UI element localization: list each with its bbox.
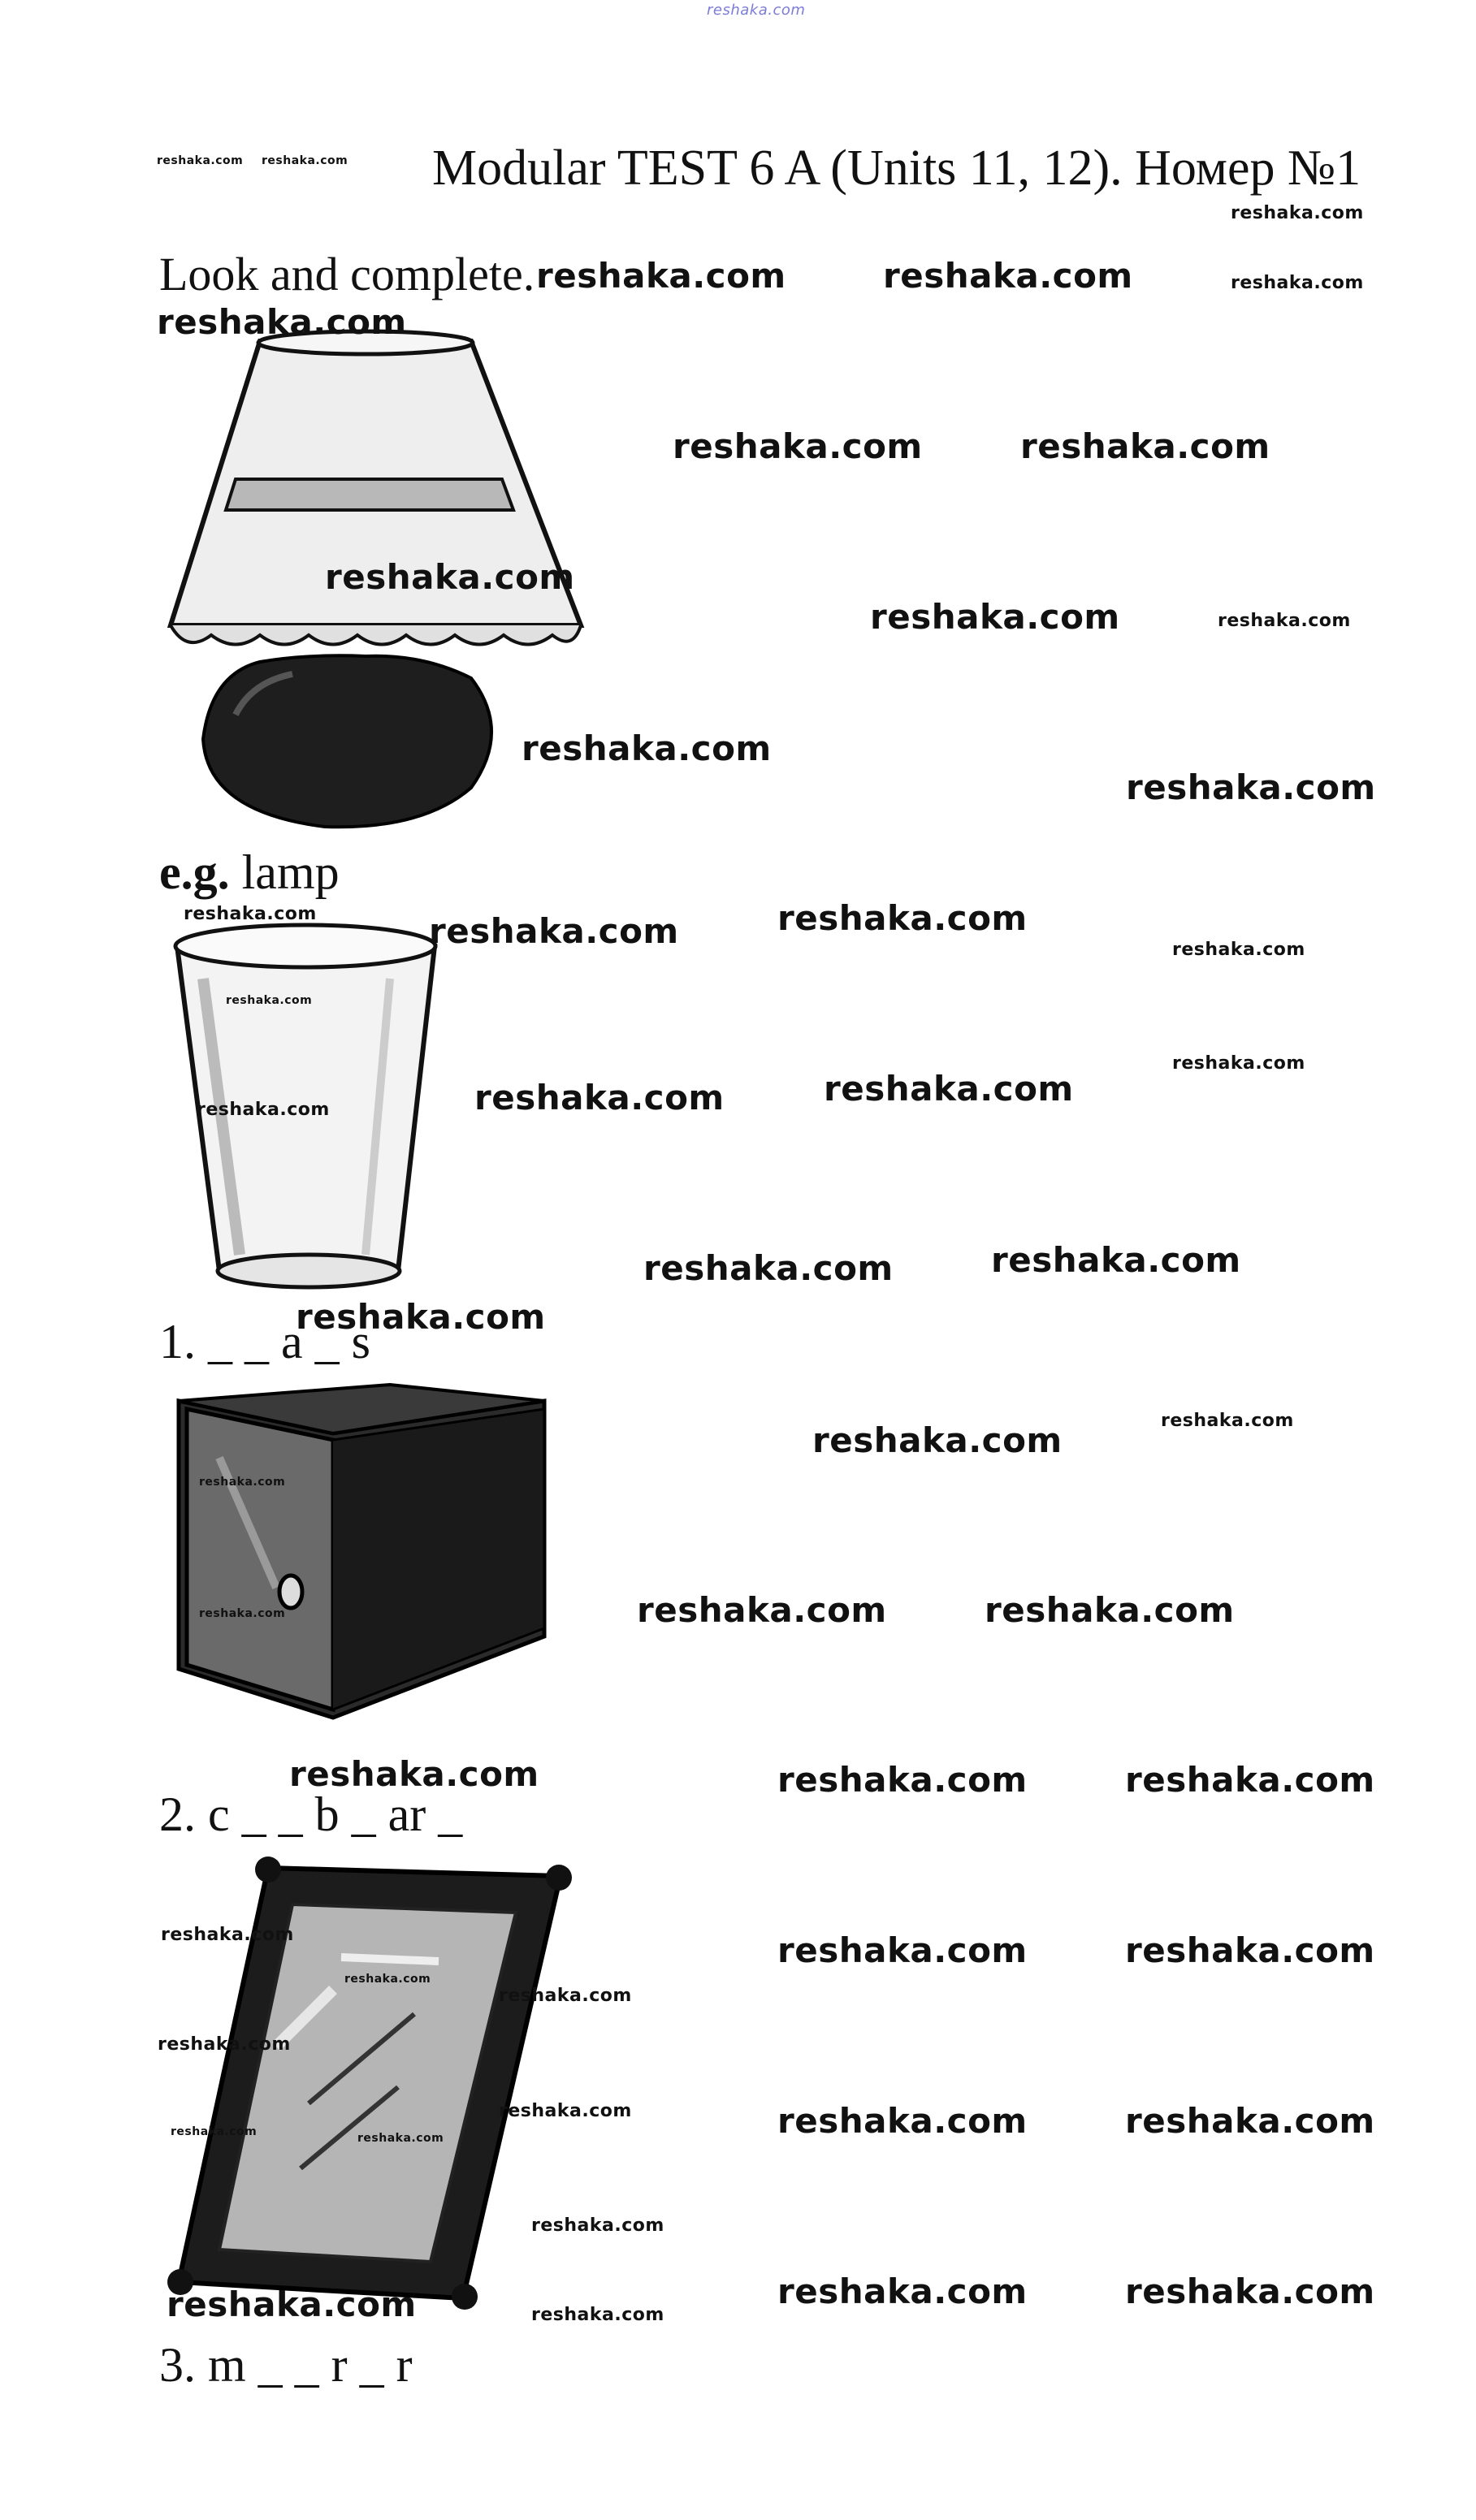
watermark: reshaka.com xyxy=(1126,767,1376,807)
watermark: reshaka.com xyxy=(531,2215,664,2236)
watermark: reshaka.com xyxy=(199,1607,286,1620)
watermark: reshaka.com xyxy=(777,2101,1028,2141)
instruction-text: Look and complete. xyxy=(159,248,535,300)
watermark: reshaka.com xyxy=(522,728,772,768)
watermark: reshaka.com xyxy=(474,1078,725,1117)
watermark: reshaka.com xyxy=(296,1297,546,1337)
watermark: reshaka.com xyxy=(1125,2271,1375,2311)
watermark: reshaka.com xyxy=(184,904,317,924)
watermark: reshaka.com xyxy=(1231,203,1364,223)
item-label-1: 1. _ _ a _ s xyxy=(159,1315,370,1368)
watermark: reshaka.com xyxy=(1125,1930,1375,1970)
watermark: reshaka.com xyxy=(643,1248,894,1288)
watermark: reshaka.com xyxy=(158,2034,291,2055)
item-label-2: 2. c _ _ b _ ar _ xyxy=(159,1787,463,1841)
watermark: reshaka.com xyxy=(161,1925,294,1945)
watermark: reshaka.com xyxy=(499,1986,632,2006)
watermark: reshaka.com xyxy=(289,1754,539,1794)
watermark: reshaka.com xyxy=(883,256,1133,296)
watermark: reshaka.com xyxy=(1172,940,1305,960)
watermark: reshaka.com xyxy=(157,302,407,342)
watermark: reshaka.com xyxy=(673,426,923,466)
watermark: reshaka.com xyxy=(777,1760,1028,1800)
watermark: reshaka.com xyxy=(262,154,348,167)
watermark: reshaka.com xyxy=(197,1100,330,1120)
watermark: reshaka.com xyxy=(157,154,244,167)
watermark: reshaka.com xyxy=(824,1069,1074,1109)
watermark: reshaka.com xyxy=(777,898,1028,938)
cupboard-icon xyxy=(171,1385,552,1726)
item-label-example: e.g. lamp xyxy=(159,845,340,899)
watermark: reshaka.com xyxy=(1172,1053,1305,1074)
watermark: reshaka.com xyxy=(429,911,679,951)
watermark: reshaka.com xyxy=(536,256,786,296)
watermark: reshaka.com xyxy=(226,994,313,1007)
watermark: reshaka.com xyxy=(991,1240,1241,1280)
watermark: reshaka.com xyxy=(1218,611,1351,631)
watermark: reshaka.com xyxy=(1125,2101,1375,2141)
page-title: Modular TEST 6 A (Units 11, 12). Номер №1 xyxy=(432,140,1361,196)
watermark: reshaka.com xyxy=(499,2101,632,2121)
item-label-3: 3. m _ _ r _ r xyxy=(159,2338,413,2392)
watermark: reshaka.com xyxy=(870,597,1120,637)
watermark: reshaka.com xyxy=(1161,1411,1294,1431)
watermark: reshaka.com xyxy=(199,1476,286,1489)
watermark: reshaka.com xyxy=(1125,1760,1375,1800)
watermark: reshaka.com xyxy=(325,557,575,597)
watermark: reshaka.com xyxy=(777,1930,1028,1970)
watermark: reshaka.com xyxy=(777,2271,1028,2311)
watermark: reshaka.com xyxy=(812,1420,1063,1460)
watermark: reshaka.com xyxy=(985,1590,1235,1630)
watermark: reshaka.com xyxy=(357,2132,444,2145)
watermark: reshaka.com xyxy=(344,1973,431,1986)
watermark: reshaka.com xyxy=(637,1590,887,1630)
watermark: reshaka.com xyxy=(531,2305,664,2325)
watermark: reshaka.com xyxy=(167,2284,417,2324)
watermark-top: reshaka.com xyxy=(707,2,806,19)
watermark: reshaka.com xyxy=(1231,273,1364,293)
watermark: reshaka.com xyxy=(1020,426,1270,466)
watermark: reshaka.com xyxy=(171,2125,258,2138)
